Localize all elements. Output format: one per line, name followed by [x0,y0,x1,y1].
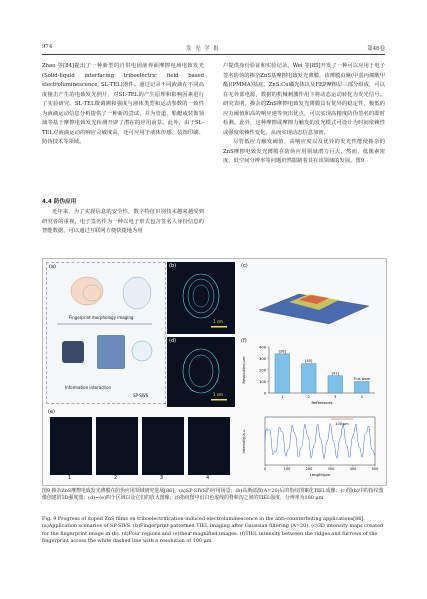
y-tick-label: 0 [263,391,266,396]
panel-e-label: (e) [48,409,55,415]
x-tick-label: 400 [349,467,357,471]
region-number: 2 [114,475,118,481]
region-number: 3 [160,475,164,481]
page-number: 974 [42,44,53,50]
right-column [223,62,385,167]
x-axis-label: Length/μm [309,472,331,477]
header-rule [42,54,385,55]
left-paragraph-2: 近年来，为了实现信息的安全性，数字特征识别技术越来越受到研究者的重视。电子签名作为一种以电子形式包含签名人身份信息的智能数据，可以通过互联网方便快捷地为用 [42,209,204,234]
y-tick-label: 100 [259,380,266,384]
caption-interaction: Information interaction [65,385,112,390]
x-tick-label: 1 [281,395,284,399]
x-tick-label: 3 [334,395,337,399]
x-tick-label: 200 [305,467,313,471]
right-paragraph-2: 尽管低应力触发阈值、高响应度以及优异的发光性能使掺杂的ZnS摩擦电致发光薄膜在防伪应用领域潜力巨大，然而，低像素密度、低空间分辨率等问题仍然限制着其在该领域的发展。图9 [223,139,385,164]
region-4-image [188,417,230,475]
ruler-label-b: 1 cm [213,319,223,324]
resolution-marker-label: 100 μm [335,422,349,426]
brand-label: SP-SIVS [133,393,149,398]
bar [354,382,369,394]
figure-9 [42,258,387,486]
x-tick-label: 4 [360,395,363,399]
panel-b-label: (b) [169,263,177,269]
resolution-bar-chart [239,337,383,409]
fingerprint-image [167,262,235,334]
panel-f [239,337,383,482]
panel-e [46,409,235,481]
x-tick-label: 2 [307,395,310,399]
x-tick-label: 500 [371,467,379,471]
panel-a-illustration [47,263,165,403]
intensity-line-chart [239,411,383,481]
finger-shape [71,277,103,305]
caption-fingerprint: Fingerprint morphology imaging [69,315,134,320]
bar-label: [41] [331,371,339,376]
journal-title: 发 光 学 报 [186,46,220,52]
y-tick-label: 300 [259,357,266,361]
panel-a-label: (a) [49,264,56,270]
right-paragraph-1: 户提供身份验证和实验记录。Wei 等[85]开发了一种可以应用于电子签名防伪的掺杂ZnS基摩擦电致发光薄膜。该薄膜由聚(甲基丙烯酸甲酯)(PMMA)基底、ZnS:Cu磷光体以及FEP摩擦层三部分组成，可以在无外部电源，数据的机械刺激作用下将动态运动转化为发光信号。研究表明，掺杂的ZnS摩擦电致发光薄膜具有优异的稳定性，极低的应力阈值和高的响应速等突出优点，可以实现高精度防伪签名的即时检测。此外，这种摩擦或摩擦力触发的发光模式可设计为时间依赖性或强度依赖性变化，从而实现动态信息加密。 [223,63,385,136]
bar-label: This work [353,377,371,381]
left-column-lower [42,208,204,237]
ruler-label-d: 1 cm [213,392,223,397]
bar [328,376,343,393]
section-heading: 4.4 防伪应用 [42,199,77,205]
caption-chinese: 图9 掺杂ZnS摩擦电致发光薄膜在防伪应用领域研究进展[86]。(a)SP-SIVS的应用场景；(b)高斯滤波(A=20)后的指纹图案化TIEL成像；(c)图(b)中的指纹图像创建的3D强度图；(d)~(e)四个区域以及它们的放大图像；(f)指纹图中沿白色虚线的脊和沟之间的TIEL强度，分辨率为100 μm [42,488,384,502]
region-2-image [96,417,138,475]
x-axis-label: References [311,400,333,405]
x-tick-label: 0 [263,467,267,471]
bar [301,364,316,393]
divider-line [57,323,152,325]
y-tick-label: 200 [259,368,266,373]
phone-icon [97,335,125,369]
panel-a [46,262,166,404]
3d-intensity-map [239,262,383,334]
bar-label: [28] [278,349,286,354]
globe-icon [132,341,152,361]
region-1-image [50,417,92,475]
volume-label: 第46卷 [367,46,385,52]
y-axis-label: Resolution/μm [241,356,246,384]
fingerprint-regions [167,337,235,407]
left-column [42,62,204,148]
lock-icon [62,341,84,363]
panel-b [167,262,235,334]
panel-c-label: (c) [241,263,248,269]
panel-d [167,337,235,407]
region-3-image [142,417,184,475]
x-tick-label: 100 [283,467,291,471]
panel-f-label: (f) [241,338,247,344]
y-axis-label: Intensity/a.u. [241,428,246,454]
y-tick-label: 400 [259,345,266,350]
panel-d-label: (d) [169,338,177,344]
left-paragraph-1: Zhao 等[84]提出了一种新型的自供电固液界面摩擦电场电致发光(Solid-liquid interfacing triboelectric field based electroluminescence, SL-TEL)器件。通过记录不同液滴在不同高度撞击产生的电致发光照片，对SL-TEL的产生原理和影响因素进行了实验研究。SL-TEL微调测和强度与液体类型和运动参数的一致性为液滴运动信息分析提供了一种新的尝试，并为管道、船艇或装饰领域等基于摩擦电致发光检测开辟了潜在的应用前景。此外，由于SL-TEL对液滴运动的响应灵敏度高，还可应用于液体传感、装饰印刷、防伪技术等领域。 [42,63,204,145]
bar-label: [40] [305,359,313,364]
plot-frame [265,417,375,465]
region-number: 1 [68,475,72,481]
bar [275,354,290,393]
fingerprint-pattern-icon [123,277,151,309]
region-number: 4 [206,475,210,481]
panel-c [239,262,383,334]
caption-english: Fig. 9 Progress of doped ZnS films on triboelectrification-induced electroluminescence in the anti-counterfeiting applications[86]. (a)Application scenarios of SP-SIVS. (b)Fingerprint-patterned TIEL imaging after Gaussian filtering (A=20). (c)3D intensity maps created for the fingerprint image in (b). (d)Four regions and (e)their magnified images. (f)TIEL intensity between the ridges and furrows of the fingerprint across the white dashed line with a resolution of 100 μm [42,516,384,545]
x-tick-label: 300 [327,467,335,471]
